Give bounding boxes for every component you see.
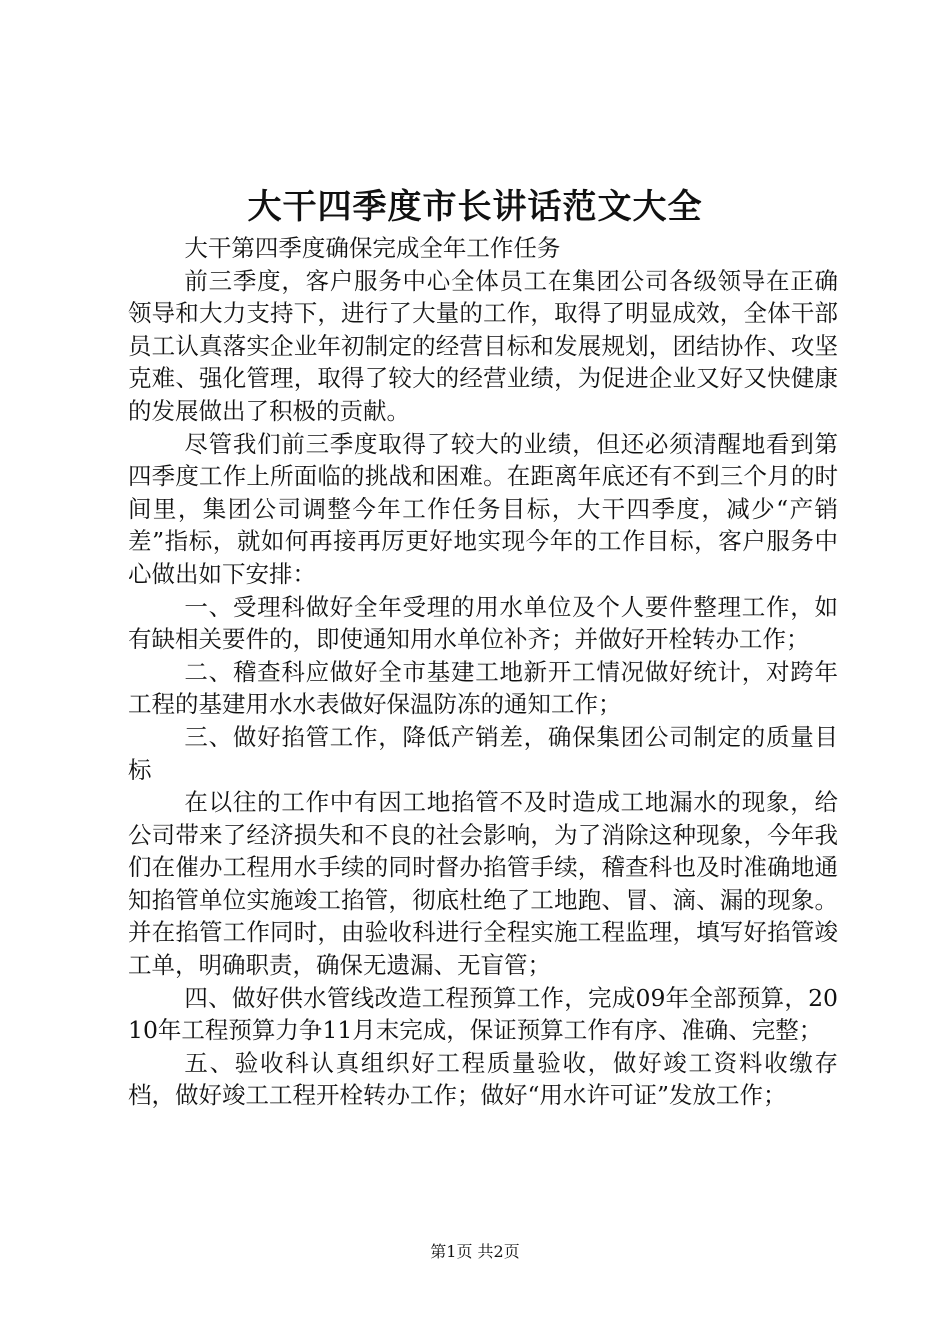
paragraph: 尽管我们前三季度取得了较大的业绩，但还必须清醒地看到第四季度工作上所面临的挑战和困难。在距离年底还有不到三个月的时间里，集团公司调整今年工作任务目标，大干四季度，减少“产销差”指标，就如何再接再厉更好地实现今年的工作目标，客户服务中心做出如下安排： — [128, 429, 838, 588]
paragraph: 三、做好掐管工作，降低产销差，确保集团公司制定的质量目标 — [128, 722, 838, 784]
paragraph-subtitle: 大干第四季度确保完成全年工作任务 — [184, 234, 561, 262]
paragraph: 五、验收科认真组织好工程质量验收，做好竣工资料收缴存档，做好竣工工程开栓转办工作；做好“用水许可证”发放工作； — [128, 1048, 838, 1110]
paragraph: 四、做好供水管线改造工程预算工作，完成09年全部预算，2010年工程预算力争11月末完成，保证预算工作有序、准确、完整； — [128, 983, 838, 1045]
paragraph: 在以往的工作中有因工地掐管不及时造成工地漏水的现象，给公司带来了经济损失和不良的社会影响，为了消除这种现象，今年我们在催办工程用水手续的同时督办掐管手续，稽查科也及时准确地通知掐管单位实施竣工掐管，彻底杜绝了工地跑、冒、滴、漏的现象。并在掐管工作同时，由验收科进行全程实施工程监理，填写好掐管竣工单，明确职责，确保无遗漏、无盲管； — [128, 788, 838, 980]
paragraph: 一、受理科做好全年受理的用水单位及个人要件整理工作，如有缺相关要件的，即使通知用水单位补齐；并做好开栓转办工作； — [128, 592, 838, 654]
paragraph: 前三季度，客户服务中心全体员工在集团公司各级领导在正确领导和大力支持下，进行了大量的工作，取得了明显成效，全体干部员工认真落实企业年初制定的经营目标和发展规划，团结协作、攻坚克难、强化管理，取得了较大的经营业绩，为促进企业又好又快健康的发展做出了积极的贡献。 — [128, 266, 838, 425]
document-body — [128, 232, 838, 1112]
paragraph: 二、稽查科应做好全市基建工地新开工情况做好统计，对跨年工程的基建用水水表做好保温防冻的通知工作； — [128, 657, 838, 719]
page-footer: 第1页 共2页 — [430, 1242, 520, 1261]
document-title: 大干四季度市长讲话范文大全 — [247, 187, 703, 227]
